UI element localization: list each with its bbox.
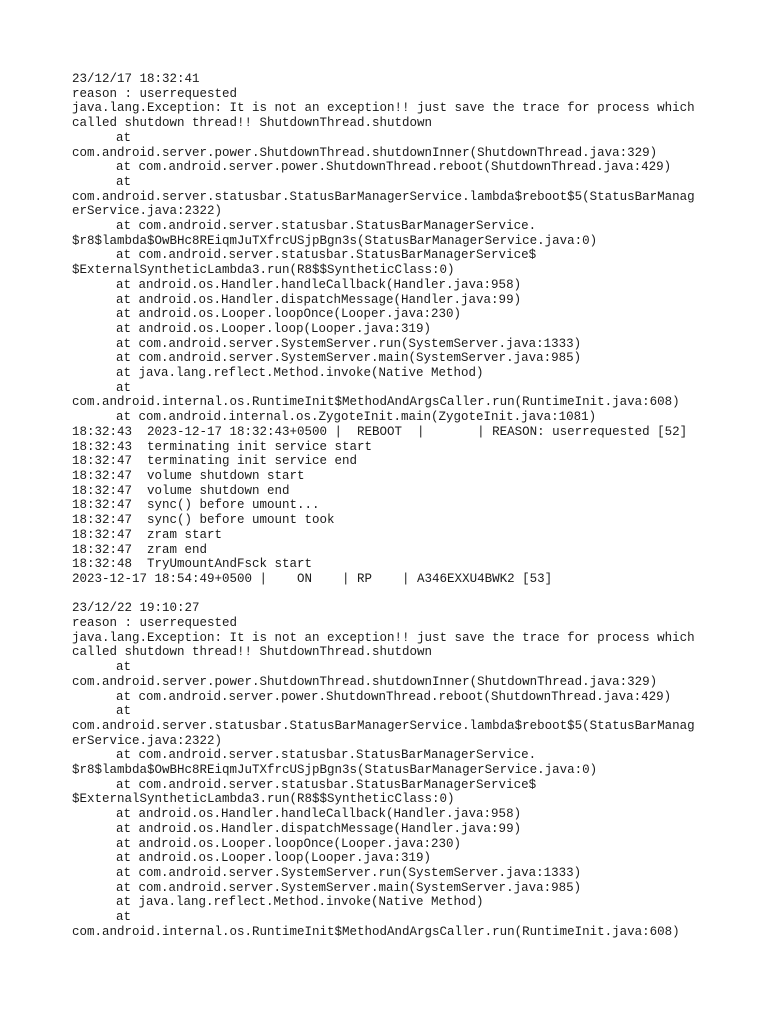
log-line: at com.android.server.statusbar.StatusBarManagerService$ <box>116 248 537 263</box>
log-line: at <box>116 704 132 719</box>
log-line: at <box>116 660 132 675</box>
log-line: at android.os.Handler.handleCallback(Handler.java:958) <box>116 277 522 292</box>
log-line: at com.android.server.power.ShutdownThread.reboot(ShutdownThread.java:429) <box>116 689 672 704</box>
log-line: at android.os.Handler.handleCallback(Handler.java:958) <box>116 807 522 822</box>
log-line: 18:32:48 TryUmountAndFsck start <box>72 557 313 572</box>
log-line: 18:32:43 terminating init service start <box>72 439 373 454</box>
log-line: com.android.internal.os.RuntimeInit$MethodAndArgsCaller.run(RuntimeInit.java:608) <box>72 395 680 410</box>
log-line: at com.android.server.statusbar.StatusBarManagerService$ <box>116 777 537 792</box>
log-line: at com.android.server.SystemServer.main(SystemServer.java:985) <box>116 880 582 895</box>
log-line: $r8$lambda$OwBHc8REiqmJuTXfrcUSjpBgn3s(StatusBarManagerService.java:0) <box>72 233 598 248</box>
log-line: at com.android.server.power.ShutdownThread.reboot(ShutdownThread.java:429) <box>116 160 672 175</box>
log-line: at <box>116 380 132 395</box>
log-line: at com.android.server.SystemServer.run(SystemServer.java:1333) <box>116 336 582 351</box>
log-line: 23/12/22 19:10:27 <box>72 601 200 616</box>
log-line: at <box>116 130 132 145</box>
log-line: erService.java:2322) <box>72 204 223 219</box>
log-line: com.android.server.power.ShutdownThread.shutdownInner(ShutdownThread.java:329) <box>72 145 658 160</box>
log-line: com.android.server.statusbar.StatusBarManagerService.lambda$reboot$5(StatusBarManag <box>72 189 695 204</box>
log-line: 18:32:47 sync() before umount took <box>72 513 335 528</box>
log-line: at com.android.server.statusbar.StatusBarManagerService. <box>116 748 537 763</box>
log-line: 18:32:47 volume shutdown end <box>72 483 290 498</box>
log-line: 18:32:47 zram start <box>72 527 223 542</box>
log-line: at android.os.Looper.loop(Looper.java:319) <box>116 321 432 336</box>
log-line: at java.lang.reflect.Method.invoke(Native Method) <box>116 366 484 381</box>
log-line: 18:32:47 zram end <box>72 542 208 557</box>
log-line: $r8$lambda$OwBHc8REiqmJuTXfrcUSjpBgn3s(StatusBarManagerService.java:0) <box>72 763 598 778</box>
log-line: reason : userrequested <box>72 86 238 101</box>
log-line: com.android.internal.os.RuntimeInit$MethodAndArgsCaller.run(RuntimeInit.java:608) <box>72 924 680 939</box>
log-line: at android.os.Handler.dispatchMessage(Handler.java:99) <box>116 292 522 307</box>
log-line: 23/12/17 18:32:41 <box>72 72 200 86</box>
log-line: com.android.server.power.ShutdownThread.shutdownInner(ShutdownThread.java:329) <box>72 674 658 689</box>
log-line: at android.os.Looper.loop(Looper.java:319) <box>116 851 432 866</box>
log-line: at android.os.Looper.loopOnce(Looper.java:230) <box>116 307 462 322</box>
log-line: $ExternalSyntheticLambda3.run(R8$$SyntheticClass:0) <box>72 792 455 807</box>
log-line: java.lang.Exception: It is not an exception!! just save the trace for process which <box>72 630 695 645</box>
log-line: called shutdown thread!! ShutdownThread.shutdown <box>72 116 433 131</box>
log-line: 18:32:47 terminating init service end <box>72 454 358 469</box>
log-line: at <box>116 174 132 189</box>
log-line: at com.android.internal.os.ZygoteInit.main(ZygoteInit.java:1081) <box>116 410 597 425</box>
log-line: 18:32:47 volume shutdown start <box>72 468 305 483</box>
log-text-body <box>72 72 712 939</box>
log-line: called shutdown thread!! ShutdownThread.shutdown <box>72 645 433 660</box>
log-line: erService.java:2322) <box>72 733 223 748</box>
log-line: 18:32:47 sync() before umount... <box>72 498 320 513</box>
blank-line <box>72 587 712 602</box>
log-line: java.lang.Exception: It is not an exception!! just save the trace for process which <box>72 101 695 116</box>
log-line: at java.lang.reflect.Method.invoke(Native Method) <box>116 895 484 910</box>
log-line: at com.android.server.statusbar.StatusBarManagerService. <box>116 219 537 234</box>
log-line: reason : userrequested <box>72 616 238 630</box>
log-line: at com.android.server.SystemServer.run(SystemServer.java:1333) <box>116 865 582 880</box>
log-line: 2023-12-17 18:54:49+0500 | ON | RP | A346EXXU4BWK2 [53] <box>72 571 553 586</box>
log-line: at <box>116 910 132 925</box>
log-line: $ExternalSyntheticLambda3.run(R8$$SyntheticClass:0) <box>72 263 455 278</box>
log-line: com.android.server.statusbar.StatusBarManagerService.lambda$reboot$5(StatusBarManag <box>72 718 695 733</box>
log-line: at android.os.Looper.loopOnce(Looper.java:230) <box>116 836 462 851</box>
log-line: 18:32:43 2023-12-17 18:32:43+0500 | REBOOT | | REASON: userrequested [52] <box>72 424 688 439</box>
log-line: at com.android.server.SystemServer.main(SystemServer.java:985) <box>116 351 582 366</box>
log-line: at android.os.Handler.dispatchMessage(Handler.java:99) <box>116 821 522 836</box>
